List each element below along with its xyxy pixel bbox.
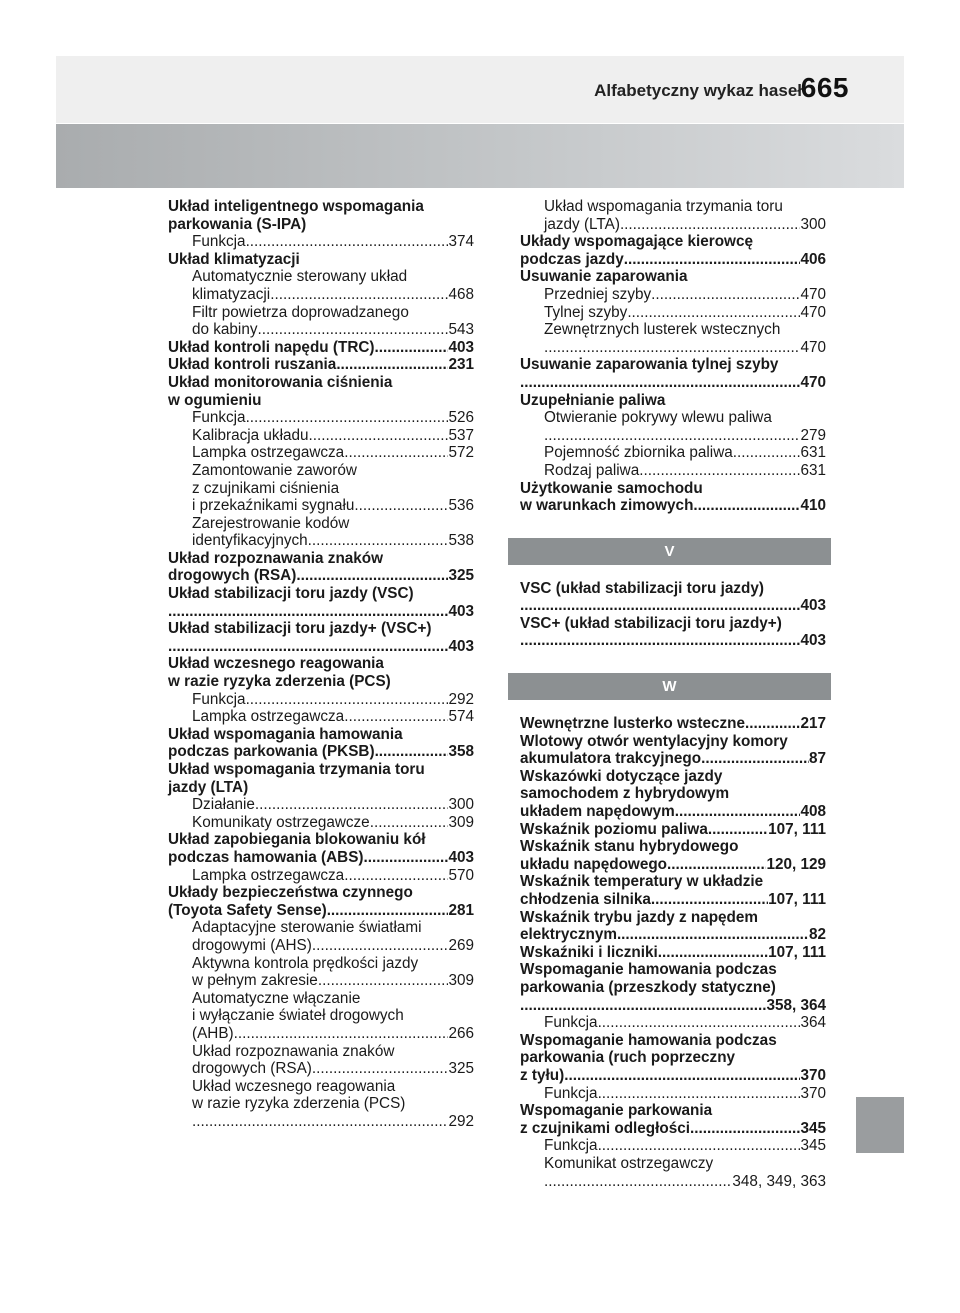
header-gradient-band <box>56 124 904 188</box>
page-reference: 217 <box>800 715 826 733</box>
page-reference: 543 <box>448 321 474 339</box>
index-entry-text: identyfikacyjnych <box>192 532 308 550</box>
dot-leader <box>296 567 448 585</box>
thumb-index-tab <box>856 1097 904 1153</box>
dot-leader <box>344 708 448 726</box>
page-reference: 364 <box>800 1014 826 1032</box>
index-entry-text: w pełnym zakresie <box>192 972 318 990</box>
dot-leader <box>257 321 448 339</box>
index-entry-text: jazdy (LTA) <box>544 215 620 233</box>
index-entry-text: Funkcja <box>544 1084 598 1102</box>
dot-leader <box>624 251 801 269</box>
page-reference: 403 <box>800 597 826 615</box>
index-entry <box>156 831 474 866</box>
index-entry <box>156 515 474 550</box>
index-group-w <box>508 715 826 1190</box>
index-entry-text: w razie ryzyka zderzenia (PCS) <box>168 673 391 691</box>
index-entry <box>508 961 826 1014</box>
index-entry-text: Funkcja <box>544 1014 598 1032</box>
index-entry-text: Układ rozpoznawania znaków <box>168 549 384 567</box>
index-entry-text: drogowych (RSA) <box>192 1060 312 1078</box>
index-entry-text: Układ zapobiegania blokowaniu kół <box>168 831 426 849</box>
index-entry-text: z czujnikami ciśnienia <box>192 479 340 497</box>
dot-leader <box>364 849 449 867</box>
index-entry-text: drogowymi (AHS) <box>192 936 312 954</box>
index-entry <box>508 409 826 444</box>
index-entry-text: Wskaźnik stanu hybrydowego <box>520 838 739 856</box>
index-entry <box>508 233 826 268</box>
dot-leader <box>658 944 768 962</box>
page-reference: 300 <box>448 796 474 814</box>
index-entry-text: Rodzaj paliwa <box>544 461 640 479</box>
index-entry <box>508 480 826 515</box>
index-entry-text: z czujnikami odległości <box>520 1119 691 1137</box>
index-entry <box>156 550 474 585</box>
dot-leader <box>544 339 800 357</box>
page-reference: 470 <box>800 373 826 391</box>
page-reference: 470 <box>800 285 826 303</box>
index-entry <box>508 821 826 839</box>
dot-leader <box>270 286 448 304</box>
page-reference: 631 <box>800 444 826 462</box>
index-entry-text: Funkcja <box>192 233 246 251</box>
index-entry <box>156 884 474 919</box>
dot-leader <box>690 1120 800 1138</box>
index-entry <box>156 1078 474 1131</box>
index-entry-text: Wspomaganie hamowania podczas <box>520 1031 777 1049</box>
index-entry-text: Wewnętrzne lusterko wsteczne <box>520 715 745 733</box>
page-reference: 279 <box>800 426 826 444</box>
index-entry-text: Funkcja <box>192 690 246 708</box>
index-entry <box>156 409 474 427</box>
index-entry <box>156 620 474 655</box>
index-entry-text: Automatyczne włączanie <box>192 989 361 1007</box>
index-entry <box>508 944 826 962</box>
page-reference: 631 <box>800 461 826 479</box>
index-entry <box>156 427 474 445</box>
index-entry <box>508 909 826 944</box>
index-entry <box>508 304 826 322</box>
dot-leader <box>544 427 800 445</box>
dot-leader <box>375 743 449 761</box>
page-reference: 82 <box>808 926 826 944</box>
dot-leader <box>234 1025 449 1043</box>
page-reference: 300 <box>800 215 826 233</box>
index-entry-text: Funkcja <box>544 1137 598 1155</box>
index-entry-text: Układ wczesnego reagowania <box>168 655 384 673</box>
index-entry-text: Zarejestrowanie kodów <box>192 514 350 532</box>
page-reference: 538 <box>448 532 474 550</box>
index-entry-text: Układy wspomagające kierowcę <box>520 233 753 251</box>
index-entry <box>508 873 826 908</box>
index-entry <box>156 1043 474 1078</box>
dot-leader <box>246 409 449 427</box>
index-entry-text: klimatyzacji <box>192 285 271 303</box>
index-entry-text: Zamontowanie zaworów <box>192 461 357 479</box>
index-group-v <box>508 580 826 650</box>
index-entry <box>156 761 474 796</box>
page-reference: 526 <box>448 409 474 427</box>
page-reference: 348, 349, 363 <box>732 1172 826 1190</box>
dot-leader <box>564 1067 800 1085</box>
index-entry-text: Układ kontroli napędu (TRC) <box>168 338 375 356</box>
index-entry-text: podczas jazdy <box>520 250 624 268</box>
index-entry <box>508 768 826 821</box>
index-entry-text: podczas hamowania (ABS) <box>168 848 364 866</box>
dot-leader <box>168 603 448 621</box>
index-entry-text: Filtr powietrza doprowadzanego <box>192 303 409 321</box>
page-reference: 309 <box>448 813 474 831</box>
dot-leader <box>312 1060 449 1078</box>
dot-leader <box>520 997 766 1015</box>
page-reference: 370 <box>800 1084 826 1102</box>
index-entry-text: Wlotowy otwór wentylacyjny komory <box>520 732 788 750</box>
dot-leader <box>651 286 800 304</box>
page-reference: 572 <box>448 444 474 462</box>
index-entry <box>156 233 474 251</box>
index-entry-text: Lampka ostrzegawcza <box>192 866 345 884</box>
dot-leader <box>370 814 449 832</box>
page-reference: 292 <box>448 690 474 708</box>
index-entry-text: Wskaźnik poziomu paliwa <box>520 820 708 838</box>
index-entry <box>508 615 826 650</box>
dot-leader <box>701 750 809 768</box>
dot-leader <box>520 597 800 615</box>
index-entry-text: Układ monitorowania ciśnienia <box>168 373 393 391</box>
dot-leader <box>312 937 449 955</box>
dot-leader <box>598 1137 801 1155</box>
index-entry <box>156 691 474 709</box>
index-entry <box>508 1155 826 1190</box>
page-reference: 536 <box>448 497 474 515</box>
index-column-right <box>508 198 826 1190</box>
index-entry <box>156 251 474 269</box>
page-reference: 107, 111 <box>768 943 826 961</box>
index-entry <box>508 321 826 356</box>
dot-leader <box>255 796 449 814</box>
index-entry <box>156 198 474 233</box>
index-entry-text: jazdy (LTA) <box>168 778 249 796</box>
index-entry-text: drogowych (RSA) <box>168 567 297 585</box>
page-reference: 266 <box>448 1024 474 1042</box>
index-entry-text: samochodem z hybrydowym <box>520 785 730 803</box>
index-entry <box>156 655 474 690</box>
index-entry <box>508 838 826 873</box>
dot-leader <box>675 803 801 821</box>
index-entry <box>156 304 474 339</box>
page-reference: 358, 364 <box>766 996 826 1014</box>
index-entry-text: Układ stabilizacji toru jazdy (VSC) <box>168 585 414 603</box>
index-entry-text: Uzupełnianie paliwa <box>520 391 666 409</box>
index-entry-text: Zewnętrznych lusterek wstecznych <box>544 321 781 339</box>
dot-leader <box>520 632 800 650</box>
index-entry <box>156 585 474 620</box>
index-entry-text: (Toyota Safety Sense) <box>168 901 327 919</box>
index-entry-text: Wskaźnik trybu jazdy z napędem <box>520 908 759 926</box>
index-entry-text: w ogumieniu <box>168 391 262 409</box>
index-entry-text: akumulatora trakcyjnego <box>520 750 702 768</box>
index-entry-text: VSC+ (układ stabilizacji toru jazdy+) <box>520 614 782 632</box>
index-entry-text: Wskazówki dotyczące jazdy <box>520 767 723 785</box>
page-reference: 345 <box>800 1137 826 1155</box>
dot-leader <box>168 638 448 656</box>
dot-leader <box>246 691 449 709</box>
index-entry <box>156 374 474 409</box>
index-entry-text: Układ rozpoznawania znaków <box>192 1042 395 1060</box>
page-reference: 325 <box>448 1060 474 1078</box>
page-reference: 374 <box>448 233 474 251</box>
index-entry <box>156 867 474 885</box>
index-entry-text: Lampka ostrzegawcza <box>192 708 345 726</box>
index-entry-text: i przekaźnikami sygnału <box>192 497 355 515</box>
dot-leader <box>246 233 449 251</box>
index-entry-text: parkowania (przeszkody statyczne) <box>520 978 776 996</box>
dot-leader <box>309 427 449 445</box>
index-entry-text: Usuwanie zaparowania tylnej szyby <box>520 356 779 374</box>
page-reference: 325 <box>448 567 474 585</box>
page-reference: 87 <box>808 750 826 768</box>
index-entry <box>508 715 826 733</box>
page-reference: 231 <box>448 356 474 374</box>
index-entry-text: i wyłączanie świateł drogowych <box>192 1007 404 1025</box>
index-entry-text: Układ wspomagania trzymania toru <box>544 198 783 215</box>
index-entry <box>508 392 826 410</box>
page-number: 665 <box>800 72 849 103</box>
index-entry-text: Adaptacyjne sterowanie światłami <box>192 919 422 937</box>
dot-leader <box>318 972 449 990</box>
index-entry <box>156 462 474 515</box>
index-entry-text: Układ wspomagania hamowania <box>168 725 403 743</box>
index-entry-text: elektrycznym <box>520 926 617 944</box>
section-header-v: V <box>508 538 831 565</box>
index-entry-text: Wspomaganie parkowania <box>520 1102 713 1120</box>
index-entry-text: Automatycznie sterowany układ <box>192 268 408 286</box>
index-entry <box>508 462 826 480</box>
index-entry-text: Działanie <box>192 796 255 814</box>
dot-leader <box>598 1085 801 1103</box>
page-reference: 408 <box>800 803 826 821</box>
index-entry-text: Układ wczesnego reagowania <box>192 1077 396 1095</box>
index-entry-text: z tyłu) <box>520 1066 565 1084</box>
index-entry-text: Komunikat ostrzegawczy <box>544 1154 714 1172</box>
index-entry-text: Wspomaganie hamowania podczas <box>520 961 777 979</box>
index-entry-text: Układ klimatyzacji <box>168 250 300 268</box>
index-entry-text: Funkcja <box>192 409 246 427</box>
dot-leader <box>336 356 448 374</box>
page-reference: 410 <box>800 497 826 515</box>
index-entry-text: (AHB) <box>192 1024 234 1042</box>
page-reference: 403 <box>448 848 474 866</box>
index-entry-text: Otwieranie pokrywy wlewu paliwa <box>544 409 772 427</box>
page-reference: 403 <box>800 632 826 650</box>
index-entry <box>156 955 474 990</box>
index-entry <box>156 356 474 374</box>
index-entry-text: podczas parkowania (PKSB) <box>168 743 375 761</box>
index-entry-text: Pojemność zbiornika paliwa <box>544 444 733 462</box>
dot-leader <box>617 926 809 944</box>
page-reference: 470 <box>800 303 826 321</box>
index-entry-text: parkowania (S-IPA) <box>168 215 307 233</box>
index-entry <box>156 708 474 726</box>
index-entry <box>156 814 474 832</box>
index-entry-text: Wskaźniki i liczniki <box>520 943 658 961</box>
index-entry-text: Układ wspomagania trzymania toru <box>168 761 425 778</box>
index-entry <box>156 990 474 1043</box>
index-entry <box>156 268 474 303</box>
dot-leader <box>520 374 800 392</box>
dot-leader <box>192 1113 448 1131</box>
index-entry <box>508 356 826 391</box>
index-entry-text: w razie ryzyka zderzenia (PCS) <box>192 1095 406 1113</box>
dot-leader <box>544 1173 732 1191</box>
page-reference: 281 <box>448 901 474 919</box>
page-reference: 107, 111 <box>768 820 826 838</box>
page-reference: 269 <box>448 936 474 954</box>
page-reference: 406 <box>800 250 826 268</box>
dot-leader <box>327 902 449 920</box>
dot-leader <box>308 532 449 550</box>
page-reference: 370 <box>800 1066 826 1084</box>
index-column-left <box>156 198 474 1130</box>
index-group-u <box>508 198 826 515</box>
index-entry <box>508 1014 826 1032</box>
index-entry <box>508 580 826 615</box>
index-entry <box>508 1137 826 1155</box>
page-reference: 403 <box>448 637 474 655</box>
page-reference: 468 <box>448 285 474 303</box>
section-header-w: W <box>508 673 831 700</box>
dot-leader <box>651 891 768 909</box>
index-entry-text: VSC (układ stabilizacji toru jazdy) <box>520 579 764 597</box>
index-entry-text: Układ stabilizacji toru jazdy+ (VSC+) <box>168 620 432 638</box>
dot-leader <box>344 867 448 885</box>
page-reference: 345 <box>800 1119 826 1137</box>
index-entry <box>156 444 474 462</box>
page-reference: 570 <box>448 866 474 884</box>
page-reference: 120, 129 <box>766 855 826 873</box>
dot-leader <box>627 304 800 322</box>
page-reference: 403 <box>448 338 474 356</box>
index-entry <box>156 339 474 357</box>
page-reference: 403 <box>448 602 474 620</box>
index-entry-text: Układy bezpieczeństwa czynnego <box>168 884 413 902</box>
page-reference: 470 <box>800 338 826 356</box>
index-entry-text: układu napędowego <box>520 855 668 873</box>
index-entry-text: do kabiny <box>192 321 258 339</box>
page-reference: 358 <box>448 743 474 761</box>
dot-leader <box>344 444 448 462</box>
index-entry <box>508 1085 826 1103</box>
page-reference: 574 <box>448 708 474 726</box>
page-reference: 537 <box>448 426 474 444</box>
dot-leader <box>693 497 800 515</box>
index-entry <box>508 733 826 768</box>
index-entry-text: chłodzenia silnika <box>520 891 651 908</box>
index-entry-text: Komunikaty ostrzegawcze <box>192 813 370 831</box>
index-entry-text: Usuwanie zaparowania <box>520 268 688 286</box>
index-entry-text: Układ kontroli ruszania <box>168 356 337 374</box>
index-entry-text: Układ inteligentnego wspomagania <box>168 198 424 215</box>
index-entry <box>508 286 826 304</box>
index-entry <box>508 198 826 233</box>
index-entry <box>156 796 474 814</box>
dot-leader <box>620 216 801 234</box>
page-reference: 292 <box>448 1112 474 1130</box>
index-entry-text: układem napędowym <box>520 803 675 821</box>
index-entry-text: Aktywna kontrola prędkości jazdy <box>192 954 419 972</box>
dot-leader <box>733 444 801 462</box>
index-entry-text: Lampka ostrzegawcza <box>192 444 345 462</box>
index-entry-text: w warunkach zimowych <box>520 497 694 515</box>
index-entry-text: parkowania (ruch poprzeczny <box>520 1049 736 1067</box>
dot-leader <box>745 715 800 733</box>
index-entry-text: Przedniej szyby <box>544 285 652 303</box>
index-entry <box>508 1032 826 1085</box>
index-entry-text: Wskaźnik temperatury w układzie <box>520 873 764 891</box>
index-entry <box>508 268 826 286</box>
dot-leader <box>598 1014 801 1032</box>
index-entry <box>156 919 474 954</box>
dot-leader <box>639 462 800 480</box>
index-entry <box>508 444 826 462</box>
page-header-title: Alfabetyczny wykaz haseł <box>594 81 802 100</box>
page-reference: 107, 111 <box>768 891 826 908</box>
dot-leader <box>375 339 449 357</box>
index-entry-text: Kalibracja układu <box>192 426 309 444</box>
index-entry-text: Tylnej szyby <box>544 303 628 321</box>
page-reference: 309 <box>448 972 474 990</box>
index-entry <box>508 1102 826 1137</box>
index-entry <box>156 726 474 761</box>
dot-leader <box>708 821 768 839</box>
dot-leader <box>667 856 766 874</box>
dot-leader <box>354 497 448 515</box>
index-entry-text: Użytkowanie samochodu <box>520 479 703 497</box>
